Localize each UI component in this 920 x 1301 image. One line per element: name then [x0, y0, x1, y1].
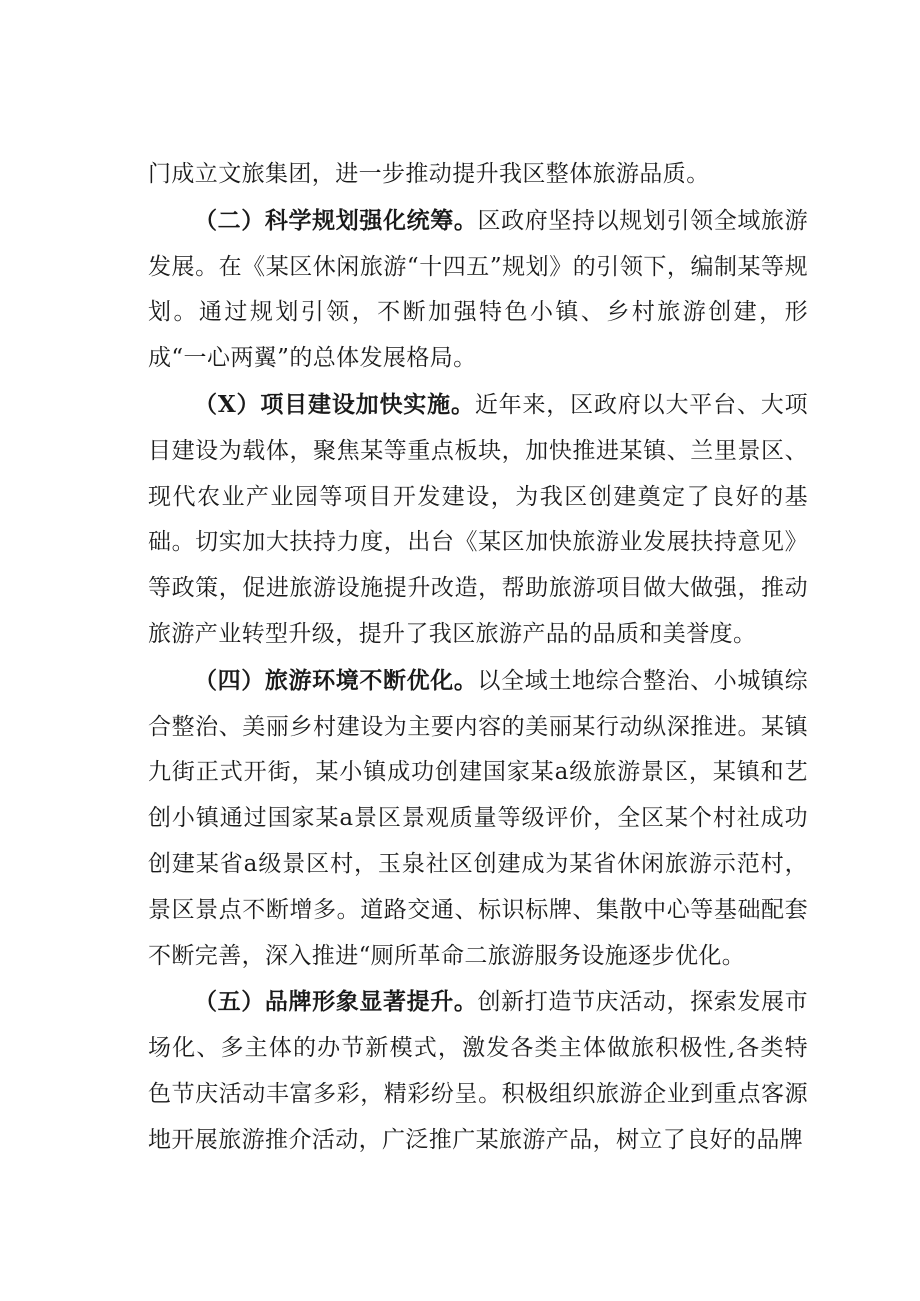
- paragraph-text: 门成立文旅集团，进一步推动提升我区整体旅游品质。: [148, 161, 710, 187]
- section-projects: [148, 382, 808, 658]
- section-heading: （五）品牌形象显著提升。: [194, 988, 478, 1016]
- section-heading: （二）科学规划强化统筹。: [194, 206, 478, 234]
- section-environment: [148, 658, 808, 980]
- section-heading: （X）项目建设加快实施。: [194, 390, 475, 418]
- document-body: [148, 152, 808, 1164]
- paragraph-text: 以全域土地综合整治、小城镇综合整治、美丽乡村建设为主要内容的美丽某行动纵深推进。某镇九街正式开街，某小镇成功创建国家某a级旅游景区，某镇和艺创小镇通过国家某a景区景观质量等级评价，全区某个村社成功创建某省a级景区村，玉泉社区创建成为某省休闲旅游示范村，景区景点不断增多。道路交通、标识标牌、集散中心等基础配套不断完善，深入推进“厕所革命二旅游服务设施逐步优化。: [148, 667, 808, 969]
- section-brand: [148, 979, 808, 1163]
- section-heading: （四）旅游环境不断优化。: [194, 666, 478, 694]
- section-planning: [148, 198, 808, 382]
- paragraph-text: 近年来，区政府以大平台、大项目建设为载体，聚焦某等重点板块，加快推进某镇、兰里景区、现代农业产业园等项目开发建设，为我区创建奠定了良好的基础。切实加大扶持力度，出台《某区加快旅游业发展扶持意见》等政策，促进旅游设施提升改造，帮助旅游项目做大做强，推动旅游产业转型升级，提升了我区旅游产品的品质和美誉度。: [148, 391, 808, 647]
- paragraph-text: 区政府坚持以规划引领全域旅游发展。在《某区休闲旅游“十四五”规划》的引领下，编制某等规划。通过规划引领，不断加强特色小镇、乡村旅游创建，形成“一心两翼”的总体发展格局。: [148, 207, 808, 372]
- paragraph-text: 创新打造节庆活动，探索发展市场化、多主体的办节新模式，激发各类主体做旅积极性,各类特色节庆活动丰富多彩，精彩纷呈。积极组织旅游企业到重点客源地开展旅游推介活动，广泛推广某旅游产品，树立了良好的品牌: [148, 989, 808, 1153]
- paragraph-continuation: [148, 152, 808, 198]
